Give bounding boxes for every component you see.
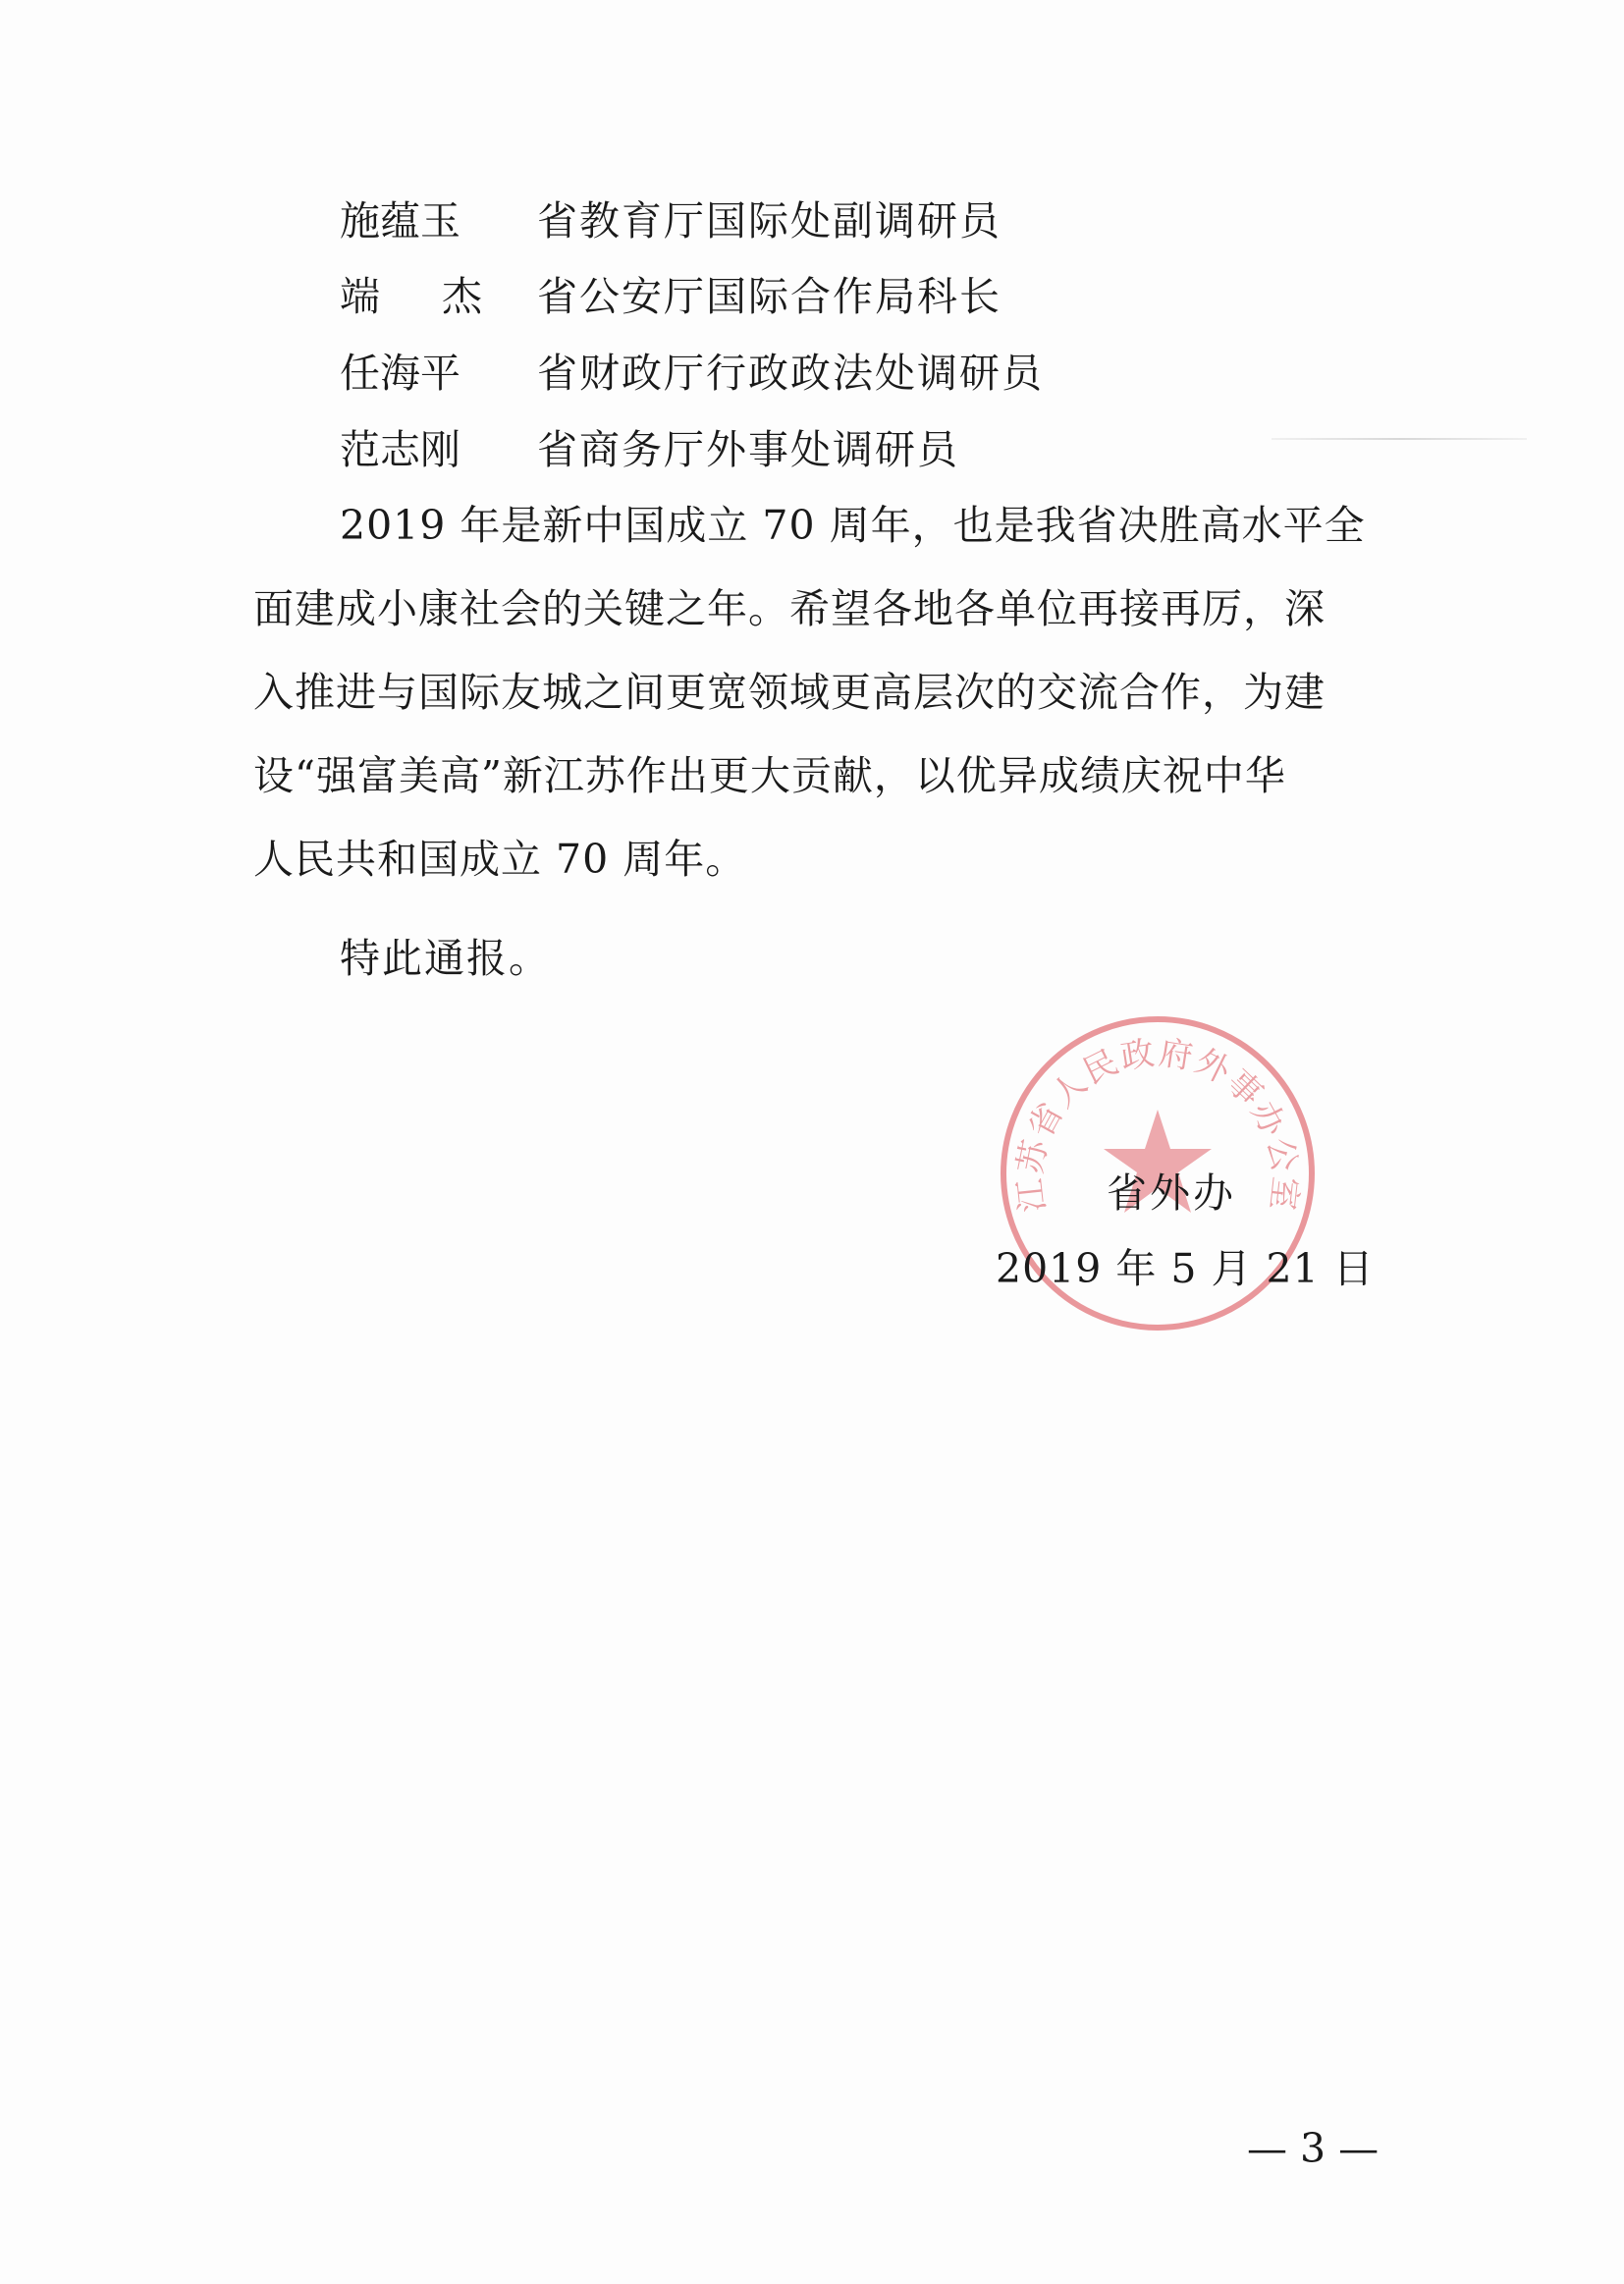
personnel-name: 范志刚	[340, 426, 460, 473]
closing-phrase: 特此通报。	[340, 935, 551, 982]
paragraph-line: 设“强富美高”新江苏作出更大贡献，以优异成绩庆祝中华	[253, 752, 1286, 799]
paragraph-line: 入推进与国际友城之间更宽领域更高层次的交流合作，为建	[253, 669, 1326, 716]
personnel-name: 施蕴玉	[340, 197, 460, 245]
personnel-title: 省财政厅行政政法处调研员	[537, 350, 1044, 397]
paragraph-line: 人民共和国成立 70 周年。	[253, 836, 747, 883]
personnel-title: 省教育厅国际处副调研员	[537, 197, 1001, 245]
page-number: — 3 —	[1247, 2125, 1380, 2172]
signature-organization: 省外办	[1107, 1169, 1236, 1217]
seal-text: 江苏省人民政府外事办公室	[1009, 1033, 1306, 1215]
personnel-name: 端杰	[340, 273, 544, 320]
personnel-title: 省公安厅国际合作局科长	[537, 273, 1001, 320]
paragraph-line: 2019 年是新中国成立 70 周年，也是我省决胜高水平全	[340, 502, 1366, 549]
scan-artifact-line	[1272, 438, 1527, 440]
personnel-title: 省商务厅外事处调研员	[537, 426, 959, 473]
paragraph-line: 面建成小康社会的关键之年。希望各地各单位再接再厉，深	[253, 585, 1326, 632]
personnel-name: 任海平	[340, 350, 460, 397]
signature-date: 2019 年 5 月 21 日	[996, 1245, 1375, 1292]
